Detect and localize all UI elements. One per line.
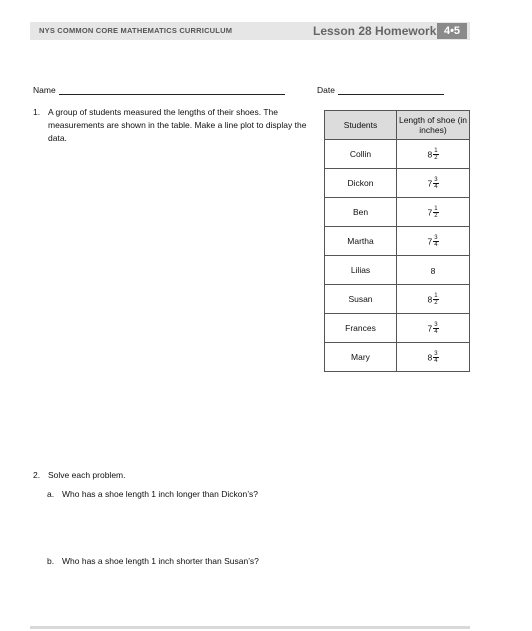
part-text: Who has a shoe length 1 inch shorter than Susan’s? [62,556,259,566]
length-fraction [433,177,438,190]
question-number: 1. [33,107,41,117]
header-length: Length of shoe (in inches) [397,111,470,140]
date-label: Date [317,85,335,95]
length-fraction [433,148,438,161]
table-row [325,314,470,343]
shoe-length [397,140,470,169]
student-name: Dickon [325,169,397,198]
fraction-denominator: 2 [434,212,438,219]
shoe-length-table [324,110,470,372]
length-whole: 8 [427,149,433,159]
table-row [325,227,470,256]
shoe-length [397,343,470,372]
curriculum-title: NYS COMMON CORE MATHEMATICS CURRICULUM [39,26,233,35]
question-2a [47,488,347,502]
student-name: Lilias [325,256,397,285]
shoe-length [397,314,470,343]
fraction-numerator: 3 [434,234,438,241]
length-whole: 8 [427,294,433,304]
fraction-numerator: 1 [434,205,438,212]
header-students: Students [325,111,397,140]
shoe-length [397,227,470,256]
question-text: A group of students measured the lengths of their shoes. The measurements are shown in the table. Make a line plot to display the data. [48,107,307,143]
fraction-denominator: 4 [434,183,438,190]
fraction-denominator: 4 [434,328,438,335]
question-2b [47,555,347,569]
table-row [325,169,470,198]
table-row [325,285,470,314]
name-label: Name [33,85,56,95]
shoe-length [397,256,470,285]
question-number: 2. [33,470,41,480]
table-row [325,140,470,169]
shoe-length [397,198,470,227]
part-label: b. [47,556,55,566]
student-name: Mary [325,343,397,372]
question-text: Solve each problem. [48,470,126,480]
table-row [325,256,470,285]
length-fraction [433,293,438,306]
fraction-numerator: 1 [434,147,438,154]
length-whole: 7 [427,236,433,246]
length-fraction [433,235,438,248]
length-whole: 7 [427,178,433,188]
student-name: Susan [325,285,397,314]
fraction-denominator: 2 [434,299,438,306]
fraction-numerator: 3 [434,321,438,328]
student-name: Martha [325,227,397,256]
fraction-numerator: 3 [434,176,438,183]
length-fraction [433,206,438,219]
student-name: Frances [325,314,397,343]
length-whole: 8 [430,265,436,276]
length-whole: 7 [427,207,433,217]
fraction-denominator: 4 [434,357,438,364]
shoe-length [397,285,470,314]
fraction-denominator: 4 [434,241,438,248]
question-1 [33,106,313,146]
student-name: Ben [325,198,397,227]
length-whole: 7 [427,323,433,333]
table-row [325,198,470,227]
length-whole: 8 [427,352,433,362]
length-fraction [433,351,438,364]
name-line[interactable] [59,94,285,95]
part-text: Who has a shoe length 1 inch longer than Dickon’s? [62,489,258,499]
student-name: Collin [325,140,397,169]
table-row [325,343,470,372]
footer-bar [30,626,470,629]
date-line[interactable] [338,94,444,95]
module-badge: 4•5 [437,23,467,39]
fraction-numerator: 1 [434,292,438,299]
fraction-denominator: 2 [434,154,438,161]
part-label: a. [47,489,55,499]
fraction-numerator: 3 [434,350,438,357]
lesson-title: Lesson 28 Homework [313,24,437,38]
length-fraction [433,322,438,335]
question-2 [33,469,313,483]
shoe-length [397,169,470,198]
